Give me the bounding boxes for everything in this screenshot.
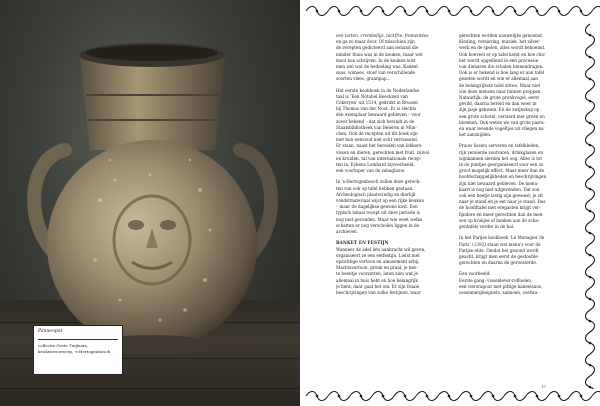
text-line: Er staan, naast het bereiden van lekkere <box>336 143 422 149</box>
flourish-dot <box>338 10 341 13</box>
text-column-right <box>459 33 572 301</box>
flourish-dot <box>470 10 473 13</box>
flourish-dot <box>589 276 592 279</box>
flourish-dot <box>589 320 592 323</box>
flourish-dot <box>580 395 583 398</box>
flourish-dot <box>589 78 592 81</box>
text-line: Paris’ (1392) staan wel menu's voor de <box>459 241 541 247</box>
text-column-left <box>336 33 449 301</box>
text-line: archieven. <box>336 229 358 235</box>
paragraph <box>459 235 572 266</box>
text-line: gevild, daarna bereid en dan weer in <box>459 101 537 107</box>
flourish-dot <box>316 10 319 13</box>
text-line: en ga zo maar door. Of misschien zijn <box>336 39 415 45</box>
flourish-dot <box>589 342 592 345</box>
flourish-dot <box>448 395 451 398</box>
text-line: en waar levende vogeltjes uit vliegen na <box>459 126 544 132</box>
text-line: Archeologisch plaatsvindig en dierlijk <box>336 191 416 197</box>
text-line: groot mogelijk effect. Maar meer dan de <box>459 168 545 174</box>
text-line: en kruiden, tal van internationale recep- <box>336 155 422 161</box>
caption-line: collectie Grete Tuijlaars, <box>38 343 89 348</box>
flourish-dot <box>536 10 539 13</box>
text-line: Staatsbibliotheek van Beieren in Mün- <box>336 124 417 130</box>
text-line: ten van ook op tafel hebben gestaan. <box>336 185 414 191</box>
flourish-dot <box>536 395 539 398</box>
flourish-ornament <box>592 392 600 401</box>
text-line: Een voorbeeld: <box>459 271 491 277</box>
text-line: met hun eenvoud niet echt verrassend. <box>336 137 419 143</box>
text-line: organiseert ze een eetfestijn. Liefst met <box>336 252 420 258</box>
flourish-dot <box>558 395 561 398</box>
text-line: – maar de dagelijkse gewone kost. Een <box>336 204 418 210</box>
text-line: zijn jasje gehesen. En de zwijnskop op <box>459 107 540 113</box>
ornamental-border-bottom <box>300 389 600 403</box>
paragraph <box>336 179 449 235</box>
text-line: Parijse elite. Omdat het gezond wordt <box>459 247 539 253</box>
paragraph <box>336 88 449 175</box>
text-line: bij Thomas van der Noot. Er is slechts <box>336 106 417 112</box>
text-line: in de puntjes georganiseerd voor een zo <box>459 162 544 168</box>
flourish-dot <box>589 298 592 301</box>
text-line: kaart is nog niet uitgevonden. Dat zou <box>459 186 540 192</box>
text-line: Cokeryen’ uit 1514, gedrukt in Brussel, <box>336 100 420 106</box>
text-line: allemaal in huis hebt en hoe belangrijk <box>336 277 418 283</box>
text-line: een viersragout met pittige kaneelsaus, <box>459 283 543 289</box>
text-line: ten in. Eykens Lombard bijvoorbeeld, <box>336 162 415 168</box>
text-line: In het Parijse kookboek ‘Le Menagier de <box>459 235 545 241</box>
text-line: de belangrijkste tafel zitten. Maar niet <box>459 82 541 88</box>
text-line: Eerste gang: vissenlever-roffoelen, <box>459 277 533 283</box>
flourish-dot <box>470 395 473 398</box>
flourish-dot <box>382 395 385 398</box>
text-line: Machtsvertoon, pronk en praal, je bes- <box>336 265 418 271</box>
flourish-dot <box>589 232 592 235</box>
flourish-ornament <box>592 7 600 16</box>
text-line: het wordt opgediend in een processie <box>459 57 539 63</box>
text-line: de recepten gedicteerd aan iemand die <box>336 45 419 51</box>
text-line: vondstmateriaal wijst op een rijke keuken <box>336 198 425 204</box>
flourish-dot <box>589 364 592 367</box>
caption-text <box>38 343 118 355</box>
paragraph <box>459 271 572 296</box>
text-line: wijnkannen sierden het oog. Alles is tot <box>459 155 543 161</box>
text-line: sen op krukjes of banken aan de scha- <box>459 217 540 223</box>
text-line: schatten er nog verscholen liggen in de <box>336 222 420 228</box>
text-line: gezeten wordt en wie er allemaal aan <box>459 76 538 82</box>
caption-line: keukenvoorwerp, 's-Hertogenbosch <box>38 349 111 354</box>
text-line: van dienaren die schalen binnendragen. <box>459 64 544 70</box>
text-line: Prauw lissers serveren en tafelkleden, <box>459 143 540 149</box>
text-line: Het eerste kookboek in de Nederlandse <box>336 87 420 93</box>
text-line: gerechten worden nauwelijks genoemd. <box>459 33 543 38</box>
caption-divider <box>38 339 118 340</box>
flourish-dot <box>426 395 429 398</box>
flourish-dot <box>514 10 517 13</box>
text-line: zover bekend – dat zich bevindt in de <box>336 118 415 124</box>
flourish-dot <box>580 10 583 13</box>
text-line: taal is ‘Een Notabel Boeckxen van <box>336 93 408 99</box>
text-line: chen. Ook de recepten uit dit boek zijn <box>336 131 418 137</box>
text-line: te beentje voorzetten, laten zien wat je <box>336 271 418 277</box>
flourish-dot <box>492 10 495 13</box>
photo-caption <box>33 325 123 375</box>
flourish-dot <box>448 10 451 13</box>
flourish-dot <box>492 395 495 398</box>
text-line: ossenmergbeignets, salmoen, zoetwa- <box>459 289 539 295</box>
text-line: typisch lokaal recept uit deze periode is <box>336 210 420 216</box>
text-line: nog niet gevonden. Maar wie weet welke <box>336 216 423 222</box>
paragraph <box>336 247 449 297</box>
text-line: de hoofdtafel met eregasten krijgt ver- <box>459 205 541 211</box>
flourish-dot <box>589 56 592 59</box>
text-line: Kleding, versiering, muziek, het zilver- <box>459 39 541 45</box>
text-line: men wel wat de bedoeling was. Kaneel- <box>336 64 420 70</box>
flourish-dot <box>589 100 592 103</box>
text-line: een tarten, crembollijs, lackfrie, fromentées <box>336 33 429 38</box>
flourish-dot <box>558 10 561 13</box>
paragraph <box>459 143 572 230</box>
text-line: Wanneer de adel iets aanbracht wil geven, <box>336 246 426 252</box>
flourish-dot <box>360 395 363 398</box>
ornamental-border-side <box>582 18 598 389</box>
flourish-dot <box>404 10 407 13</box>
flourish-dot <box>360 10 363 13</box>
text-line: In 's-Hertogenbosch zullen deze gerech- <box>336 179 421 185</box>
text-line: gentafels verder in de hal. <box>459 224 515 230</box>
flourish-dot <box>382 10 385 13</box>
flourish-dot <box>589 254 592 257</box>
flourish-dot <box>316 395 319 398</box>
text-line: Natuurlijk: de grote pronkvogel, eerst <box>459 95 540 101</box>
text-line: minder thuis was in de keuken, maar wel <box>336 51 423 57</box>
page-number: 17 <box>541 384 547 389</box>
text-line: hoofdschappelijkheden en beschrijvingen <box>459 174 547 180</box>
flourish-dot <box>589 122 592 125</box>
text-line: soorten vlees, graanpap... <box>336 76 391 82</box>
flourish-dot <box>589 166 592 169</box>
text-line: gerechten en daarna de geroosterde. <box>459 260 538 266</box>
text-line: een grote schotel, versierd met groen en <box>459 113 545 119</box>
text-line: Ook hoeveel er op tafel komt en hoe chic <box>459 51 546 57</box>
text-line: beschrijvingen van zulke festijnen, waar <box>336 289 421 295</box>
text-line: fijndere en meer gerechten dan de men- <box>459 211 544 217</box>
flourish-dot <box>426 10 429 13</box>
text-line: een voorloper van de zabaglione. <box>336 168 406 174</box>
section-heading: BANKET EN FESTIJN <box>336 240 389 246</box>
text-line: één exemplaar bewaard gebleven – voor <box>336 112 421 118</box>
text-line: je bent; daar gaat het om. Er zijn fraaie <box>336 283 420 289</box>
ornamental-border-top <box>300 4 600 18</box>
paragraph <box>336 33 449 83</box>
flourish-dot <box>514 395 517 398</box>
flourish-dot <box>404 395 407 398</box>
flourish-dot <box>589 386 592 389</box>
text-line: saus, wimoes, stoof van verschillende <box>336 70 415 76</box>
flourish-dot <box>589 188 592 191</box>
flourish-dot <box>589 34 592 37</box>
text-line: Ook is er bekend is hoe lang er aan tafel <box>459 70 545 76</box>
text-line: naar je stand en je eet naar je stand. Dus <box>459 199 546 205</box>
text-line: het aansnijden. <box>459 132 492 138</box>
text-line: ook een beetje lastig zijn geweest; je zit <box>459 193 543 199</box>
text-line: wie deze mensen naar binnen proppen. <box>459 88 542 94</box>
flourish-dot <box>589 144 592 147</box>
text-line: opzichtige vertoon en amusement erbij. <box>336 258 420 264</box>
paragraph <box>459 33 572 138</box>
text-page <box>300 0 600 406</box>
flourish-dot <box>338 395 341 398</box>
text-line: werk en de spelen, alles wordt benoemd. <box>459 45 546 51</box>
flourish-dot <box>589 210 592 213</box>
text-line: bloemen. Ook weten we van grote paste- <box>459 119 545 125</box>
text-line: rijk versierde zoutvaten, drinkglazen en <box>459 149 544 155</box>
text-line: zijn niet bewaard gebleven. De menu- <box>459 180 539 186</box>
text-line: mooi kon schrijven. In de keuken wist <box>336 57 416 63</box>
text-line: vissen en dieren, gerechten met fruit, zuivel <box>336 149 429 155</box>
text-line: geacht, krijgt men eerst de gestoofde <box>459 253 538 259</box>
caption-title: Pannenpot <box>38 329 63 334</box>
